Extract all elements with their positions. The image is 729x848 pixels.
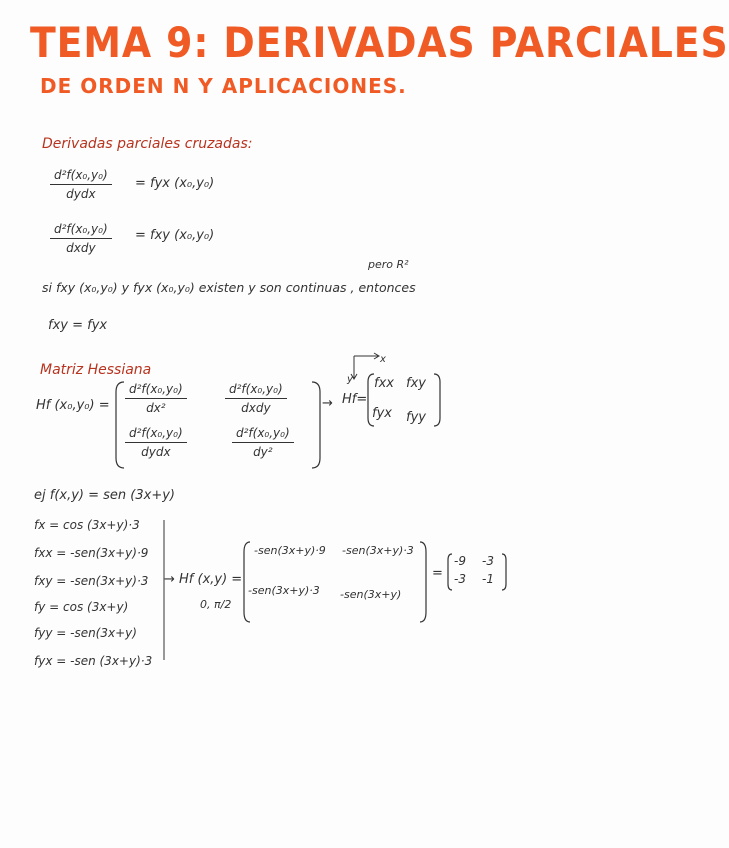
crossed-eq1-rhs: = fyx (x₀,y₀) (135, 176, 215, 191)
hessian-cell-22-num: d²f(x₀,y₀) (232, 426, 294, 443)
hessian-cell-11 (125, 382, 187, 415)
short-cell-fyy: fyy (406, 410, 426, 425)
hessian-cell-11-den: dx² (146, 401, 166, 415)
short-cell-fxx: fxx (374, 376, 394, 391)
example-equals: = (432, 566, 443, 581)
example-divider (162, 520, 166, 660)
example-line-fyy: fyy = -sen(3x+y) (34, 626, 137, 640)
hessian-cell-22 (232, 426, 294, 459)
hessian-cell-22-den: dy² (253, 445, 273, 459)
hessian-cell-21-num: d²f(x₀,y₀) (125, 426, 187, 443)
short-cell-fxy: fxy (406, 376, 426, 391)
hessian-lhs: Hf (x₀,y₀) = (36, 398, 110, 413)
axis-x-label: x (380, 354, 386, 365)
title-line-2: DE ORDEN N Y APLICACIONES. (40, 74, 407, 98)
short-cell-fyx: fyx (372, 406, 392, 421)
hessian-cell-12-num: d²f(x₀,y₀) (225, 382, 287, 399)
hessian-cell-21 (125, 426, 187, 459)
crossed-eq1-fraction (50, 168, 112, 201)
example-line-fxy: fxy = -sen(3x+y)·3 (34, 574, 149, 588)
result-22: -1 (482, 572, 494, 586)
example-matrix-22: -sen(3x+y) (340, 588, 402, 601)
hessian-cell-12 (225, 382, 287, 415)
example-matrix-12: -sen(3x+y)·3 (342, 544, 414, 557)
result-11: -9 (454, 554, 466, 568)
short-hessian-lhs: Hf= (342, 392, 368, 407)
crossed-eq2-fraction (50, 222, 112, 255)
axis-y-label: y (347, 374, 353, 385)
hessian-heading: Matriz Hessiana (40, 362, 152, 378)
example-line-fx: fx = cos (3x+y)·3 (34, 518, 140, 532)
example-header: ej f(x,y) = sen (3x+y) (34, 488, 175, 503)
equality-result: fxy = fyx (48, 318, 108, 333)
hessian-cell-11-num: d²f(x₀,y₀) (125, 382, 187, 399)
hessian-arrow: → (322, 396, 333, 411)
hessian-cell-12-den: dxdy (241, 401, 271, 415)
condition-text: si fxy (x₀,y₀) y fyx (x₀,y₀) existen y son continuas , entonces (42, 280, 416, 295)
result-right-bracket (500, 552, 508, 592)
example-line-fxx: fxx = -sen(3x+y)·9 (34, 546, 149, 560)
example-matrix-21: -sen(3x+y)·3 (248, 584, 320, 597)
example-matrix-right-bracket (418, 540, 428, 624)
crossed-eq1-num: d²f(x₀,y₀) (50, 168, 112, 185)
result-21: -3 (454, 572, 466, 586)
result-left-bracket (446, 552, 454, 592)
crossed-eq2-rhs: = fxy (x₀,y₀) (135, 228, 215, 243)
example-line-fyx: fyx = -sen (3x+y)·3 (34, 654, 153, 668)
example-matrix-11: -sen(3x+y)·9 (254, 544, 326, 557)
example-point: 0, π/2 (200, 598, 232, 611)
note-above: pero R² (368, 258, 409, 271)
short-hessian-right-bracket (432, 372, 442, 428)
crossed-heading: Derivadas parciales cruzadas: (42, 136, 253, 152)
example-line-fy: fy = cos (3x+y) (34, 600, 129, 614)
crossed-eq1-den: dydx (66, 187, 96, 201)
title-line-1: TEMA 9: DERIVADAS PARCIALES (30, 18, 729, 67)
result-12: -3 (482, 554, 494, 568)
crossed-eq2-den: dxdy (66, 241, 96, 255)
hessian-right-bracket (310, 380, 322, 470)
hessian-cell-21-den: dydx (141, 445, 171, 459)
example-matrix-left-bracket (242, 540, 252, 624)
example-hessian-lhs: → Hf (x,y) = (164, 572, 243, 587)
crossed-eq2-num: d²f(x₀,y₀) (50, 222, 112, 239)
